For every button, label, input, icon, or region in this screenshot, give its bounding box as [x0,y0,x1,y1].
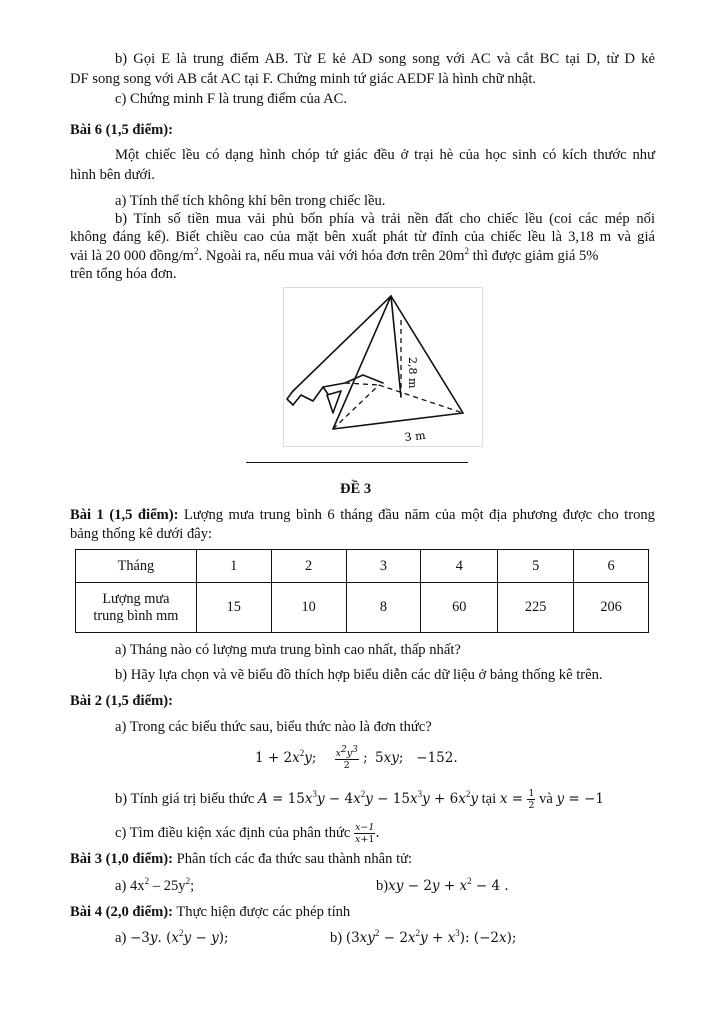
de3-bai3-b: $b)xy - 2y + x^2 - 4$ . [376,876,509,894]
de3-bai2-expressions: $1 + 2x^2y$; $\frac{x^2y^3}{2}$ ; 5xy; −152. [255,744,458,771]
de3-bai3-a: a) $4x^2 - 25y^2$; [115,876,195,894]
de3-title: ĐỀ 3 [340,481,372,497]
table-cell: 3 [346,550,421,583]
bai6-intro-line2: hình bên dưới. [70,167,155,183]
bai6-b-line4: trên tổng hóa đơn. [70,266,177,282]
bai6-b-line2: không đáng kể). Biết chiều cao của mặt bên xuất phát từ đỉnh của chiếc lều là 3,18 m và giá [70,229,655,245]
bai6-intro-line1: Một chiếc lều có dạng hình chóp tứ giác đều ở trại hè của học sinh có kích thước như [115,147,655,163]
table-cell: 5 [498,550,574,583]
table-row [76,550,649,583]
table-cell: 10 [271,583,346,633]
de3-bai4-line: Bài 4 (2,0 điểm): Thực hiện được các phép tính [70,904,351,920]
bai6-a: a) Tính thể tích không khí bên trong chiếc lều. [115,193,386,209]
base-label: 3 m [403,428,427,444]
bai6-b-line3: vải là 20 000 đồng/$m^2$. Ngoài ra, nếu mua vải với hóa đơn trên $20m^2$ thì được giảm giá 5% [70,246,599,264]
rainfall-table [75,549,649,633]
de3-bai2-a: a) Trong các biểu thức sau, biểu thức nào là đơn thức? [115,719,432,735]
bai5-b-line1: b) Gọi E là trung điểm AB. Từ E kẻ AD song song với AC và cắt BC tại D, từ D kẻ [115,51,655,67]
bai5-b-line2: DF song song với AB cắt AC tại F. Chứng minh tứ giác AEDF là hình chữ nhật. [70,71,537,87]
table-cell: 4 [421,550,498,583]
table-cell: 15 [196,583,271,633]
de3-bai4-a: a) −3y. $(x^2y - y)$; [115,928,229,946]
tent-pyramid-figure [283,287,483,447]
table-cell: 60 [421,583,498,633]
bai6-heading: Bài 6 (1,5 điểm): [70,122,173,138]
de3-bai1-a: a) Tháng nào có lượng mưa trung bình cao nhất, thấp nhất? [115,642,461,658]
table-cell: 1 [196,550,271,583]
de3-bai1-line2: bảng thống kê dưới đây: [70,526,213,542]
bai5-c: c) Chứng minh F là trung điểm của AC. [115,91,348,107]
table-cell: 8 [346,583,421,633]
de3-bai1-b: b) Hãy lựa chọn và vẽ biểu đồ thích hợp biểu diễn các dữ liệu ở bảng thống kê trên. [115,667,603,683]
bai6-b-line1: b) Tính số tiền mua vải phủ bốn phía và trải nền đất cho chiếc lều (coi các mép nối [115,211,655,227]
edge-front-left [333,296,391,429]
de3-bai2-b: b) Tính giá trị biểu thức $A = 15x^3y - 4x^2y - 15x^3y + 6x^2y$ tại x = $\frac{1}{2}$ và y = −1 [115,788,604,811]
de3-bai4-b: b) $(3xy^2 - 2x^2y + x^3)$: (−2x); [330,928,517,946]
de3-bai1-line1: Bài 1 (1,5 điểm): Lượng mưa trung bình 6 tháng đầu năm của một địa phương được cho trong [70,507,655,523]
de3-bai3-line: Bài 3 (1,0 điểm): Phân tích các đa thức sau thành nhân tử: [70,851,413,867]
table-header-month: Tháng [76,550,197,583]
table-row [76,583,649,633]
de3-bai2-c: c) Tìm điều kiện xác định của phân thức $\frac{x-1}{x+1}$ . [115,822,380,845]
table-cell: 6 [574,550,649,583]
de3-bai2-heading: Bài 2 (1,5 điểm): [70,693,173,709]
table-cell: 225 [498,583,574,633]
table-cell: 206 [574,583,649,633]
table-header-rainfall: Lượng mưa trung bình mm [76,583,197,633]
section-divider [246,462,468,463]
height-label: 2,8 m [406,357,419,389]
table-cell: 2 [271,550,346,583]
